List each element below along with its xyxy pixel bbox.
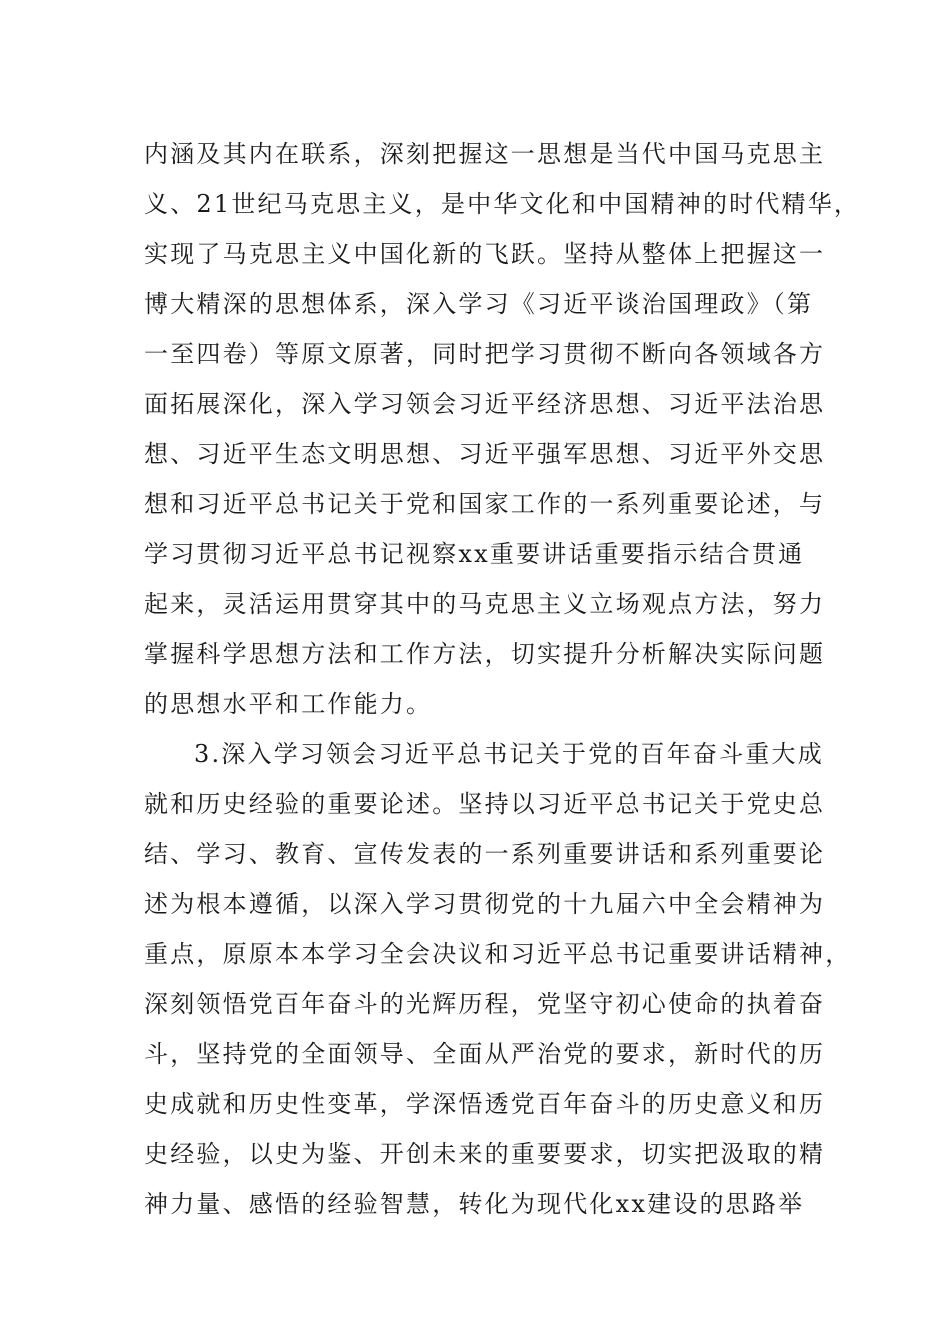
text-line: 面拓展深化，深入学习领会习近平经济思想、习近平法治思 — [144, 390, 826, 418]
text-line: 述为根本遵循，以深入学习贯彻党的十九届六中全会精神为 — [144, 890, 826, 918]
text-line: 学习贯彻习近平总书记视察xx重要讲话重要指示结合贯通 — [144, 540, 805, 568]
text-line: 掌握科学思想方法和工作方法，切实提升分析解决实际问题 — [144, 640, 826, 668]
text-line: 起来，灵活运用贯穿其中的马克思主义立场观点方法，努力 — [144, 590, 826, 618]
text-line: 实现了马克思主义中国化新的飞跃。坚持从整体上把握这一 — [144, 240, 826, 268]
text-line: 重点，原原本本学习全会决议和习近平总书记重要讲话精神， — [144, 940, 852, 968]
text-line: 3.深入学习领会习近平总书记关于党的百年奋斗重大成 — [194, 740, 824, 768]
text-line: 的思想水平和工作能力。 — [144, 690, 433, 718]
text-line: 就和历史经验的重要论述。坚持以习近平总书记关于党史总 — [144, 790, 826, 818]
text-line: 深刻领悟党百年奋斗的光辉历程，党坚守初心使命的执着奋 — [144, 990, 826, 1018]
text-line: 神力量、感悟的经验智慧，转化为现代化xx建设的思路举 — [144, 1190, 805, 1218]
text-line: 结、学习、教育、宣传发表的一系列重要讲话和系列重要论 — [144, 840, 826, 868]
text-line: 斗，坚持党的全面领导、全面从严治党的要求，新时代的历 — [144, 1040, 826, 1068]
text-line: 史经验，以史为鉴、开创未来的重要要求，切实把汲取的精 — [144, 1140, 826, 1168]
text-line: 一至四卷）等原文原著，同时把学习贯彻不断向各领域各方 — [144, 340, 826, 368]
text-line: 内涵及其内在联系，深刻把握这一思想是当代中国马克思主 — [144, 140, 826, 168]
text-line: 想、习近平生态文明思想、习近平强军思想、习近平外交思 — [144, 440, 826, 468]
text-line: 义、21世纪马克思主义，是中华文化和中国精神的时代精华， — [144, 190, 861, 218]
text-line: 史成就和历史性变革，学深悟透党百年奋斗的历史意义和历 — [144, 1090, 826, 1118]
text-line: 想和习近平总书记关于党和国家工作的一系列重要论述，与 — [144, 490, 826, 518]
text-line: 博大精深的思想体系，深入学习《习近平谈治国理政》（第 — [144, 290, 814, 318]
